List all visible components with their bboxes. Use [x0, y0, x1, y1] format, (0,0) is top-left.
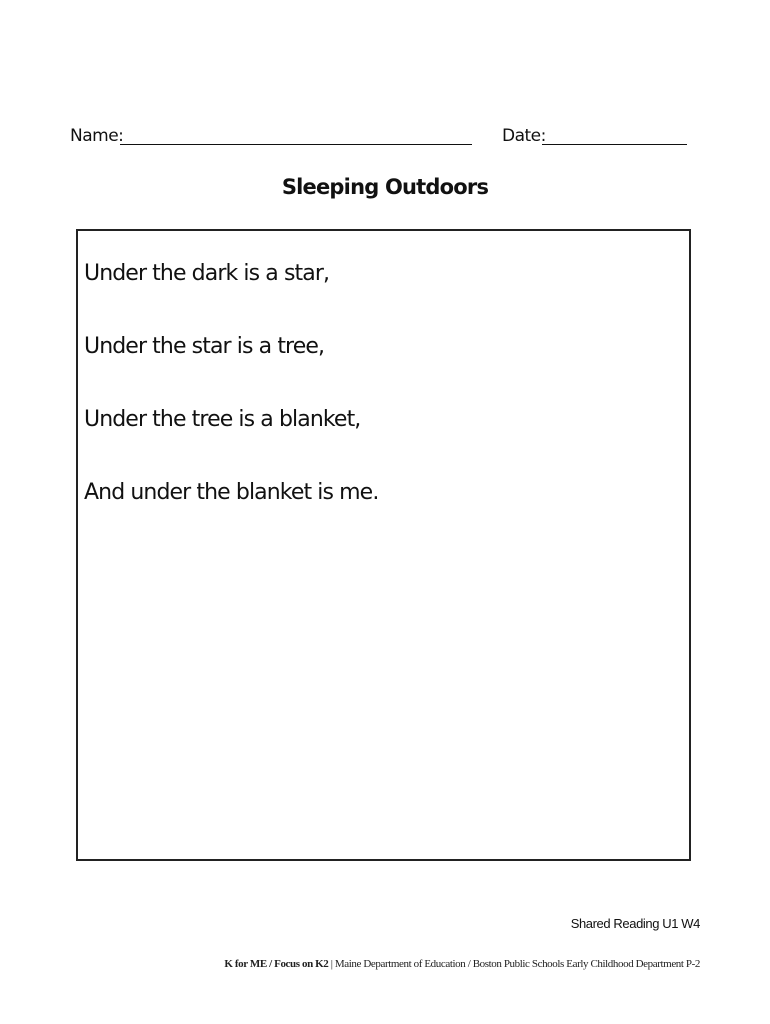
- credit-organizations: | Maine Department of Education / Boston Public Schools Early Childhood Department P-2: [328, 958, 700, 970]
- page-title: Sleeping Outdoors: [281, 175, 489, 199]
- poem-line-1: Under the dark is a star,: [84, 261, 330, 286]
- name-blank-line[interactable]: [120, 144, 472, 145]
- date-blank-line[interactable]: [542, 144, 687, 145]
- poem-line-3: Under the tree is a blanket,: [84, 407, 361, 432]
- header-row: [70, 122, 690, 150]
- poem-box: [76, 229, 691, 861]
- date-label: Date:: [502, 126, 546, 146]
- footer-credit: [224, 958, 700, 970]
- footer-tag: Shared Reading U1 W4: [570, 916, 700, 931]
- poem-line-4: And under the blanket is me.: [84, 480, 379, 505]
- name-label: Name:: [70, 126, 124, 146]
- poem-line-2: Under the star is a tree,: [84, 334, 325, 359]
- credit-program: K for ME / Focus on K2: [224, 958, 329, 970]
